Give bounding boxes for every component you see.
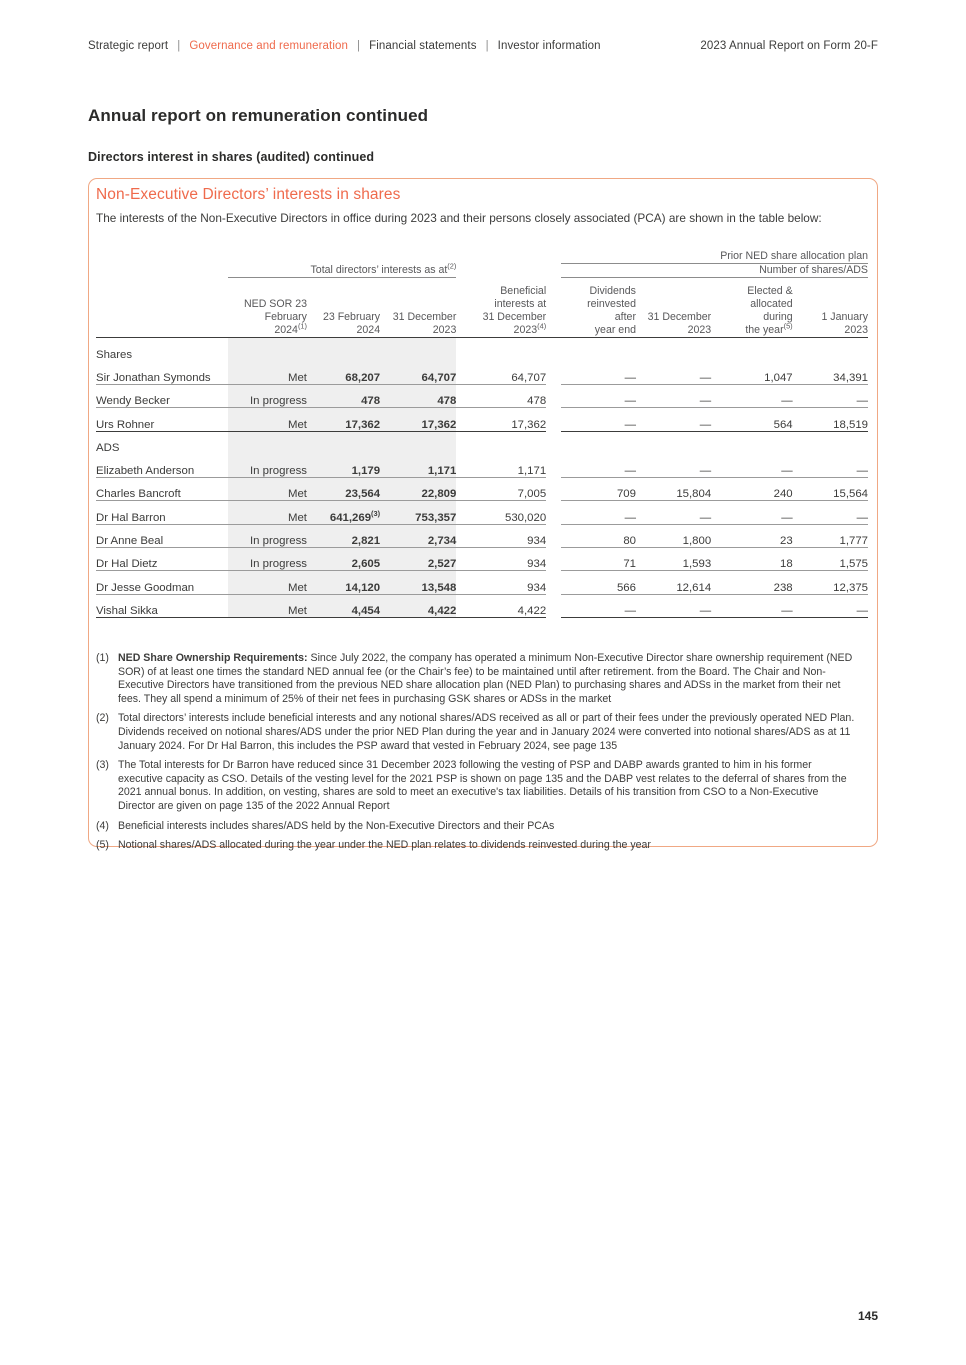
running-header xyxy=(88,40,878,52)
cell-ned-sor: Met xyxy=(228,501,307,524)
footnote-ref-2: (2) xyxy=(447,261,457,271)
footnote-marker: (4) xyxy=(96,819,109,832)
cell-elected-allocated: — xyxy=(711,454,792,477)
table-row[interactable] xyxy=(96,524,868,547)
cell-elected-allocated: 1,047 xyxy=(711,361,792,384)
table-row[interactable] xyxy=(96,501,868,524)
cell-31-december-2023: 2,734 xyxy=(380,524,456,547)
cell-beneficial-interests: 7,005 xyxy=(456,478,546,501)
cell-prior-31-december-2023: — xyxy=(636,454,711,477)
section-heading-row xyxy=(96,431,868,454)
section-subtitle: Directors interest in shares (audited) continued xyxy=(88,150,375,164)
cell-dividends-reinvested: — xyxy=(561,384,636,407)
cell-ned-sor: In progress xyxy=(228,384,307,407)
table-row[interactable] xyxy=(96,454,868,477)
cell-23-february-2024: 1,179 xyxy=(307,454,380,477)
cell-ned-sor: In progress xyxy=(228,547,307,570)
footnote-text: The Total interests for Dr Barron have reduced since 31 December 2023 following the vesting of PSP and DABP awards granted to him in his former executive capacity as CSO. Details of the vesting level for the 2021 PSP is shown on page 135 and the DABP vest relates to the deferral of shares from the 2021 annual bonus. In addition, on vesting, shares are sold to meet an executive's tax liabilities. Details of his transition from CSO to a Non-Executive Director are given on page 135 of the 2022 Annual Report xyxy=(118,759,847,812)
col-header-1-january-2023: 1 January 2023 xyxy=(821,310,868,337)
row-director-name: Wendy Becker xyxy=(96,384,228,407)
breadcrumb-strategic-report[interactable]: Strategic report xyxy=(88,40,169,52)
col-header-dividends-reinvested: Dividends reinvested after year end xyxy=(587,284,636,337)
page-title: Annual report on remuneration continued xyxy=(88,106,429,125)
cell-ned-sor: Met xyxy=(228,571,307,594)
footnote-ref-4: (4) xyxy=(537,321,547,331)
row-director-name: Sir Jonathan Symonds xyxy=(96,361,228,384)
cell-31-december-2023: 1,171 xyxy=(380,454,456,477)
col-header-31-december-2023: 31 December 2023 xyxy=(392,310,457,337)
cell-dividends-reinvested: — xyxy=(561,594,636,617)
row-director-name: Dr Anne Beal xyxy=(96,524,228,547)
group-header-row-2 xyxy=(96,264,868,278)
cell-ned-sor: Met xyxy=(228,594,307,617)
breadcrumb-separator: | xyxy=(485,40,489,52)
row-director-name: Charles Bancroft xyxy=(96,478,228,501)
cell-23-february-2024: 641,269$^{(3)}$ xyxy=(307,501,380,524)
cell-beneficial-interests: 934 xyxy=(456,547,546,570)
cell-dividends-reinvested: — xyxy=(561,454,636,477)
cell-1-january-2023: 34,391 xyxy=(793,361,868,384)
header-spacer xyxy=(96,278,868,285)
cell-beneficial-interests: 4,422 xyxy=(456,594,546,617)
cell-beneficial-interests: 64,707 xyxy=(456,361,546,384)
group-header-row-1 xyxy=(96,250,868,264)
cell-23-february-2024: 23,564 xyxy=(307,478,380,501)
col-header-beneficial-interests: Beneficial interests at 31 December 2023$^{(4)}$ xyxy=(482,284,547,337)
cell-dividends-reinvested: — xyxy=(561,501,636,524)
col-header-ned-sor: NED SOR 23 February 2024$^{(1)}$ xyxy=(243,297,307,337)
cell-ned-sor: Met xyxy=(228,478,307,501)
group-header-prior-ned: Prior NED share allocation plan xyxy=(561,250,868,264)
footnote-text: Beneficial interests includes shares/ADS held by the Non-Executive Directors and their PCAs xyxy=(118,819,555,832)
footnote-2 xyxy=(96,712,858,753)
column-header-row xyxy=(96,285,868,338)
cell-31-december-2023: 64,707 xyxy=(380,361,456,384)
footnote-marker: (5) xyxy=(96,839,109,852)
row-director-name: Elizabeth Anderson xyxy=(96,454,228,477)
table-row[interactable] xyxy=(96,361,868,384)
group-header-number-shares-ads: Number of shares/ADS xyxy=(561,264,868,278)
cell-beneficial-interests: 17,362 xyxy=(456,408,546,431)
cell-dividends-reinvested: 566 xyxy=(561,571,636,594)
cell-elected-allocated: 23 xyxy=(711,524,792,547)
cell-23-february-2024: 2,605 xyxy=(307,547,380,570)
cell-1-january-2023: 1,777 xyxy=(793,524,868,547)
footnote-text: NED Share Ownership Requirements: Since July 2022, the company has operated a minimum Non-Executive Director share ownership requirement (NED SOR) of at least one times the standard NED annual fee (or the Chair’s fee) to be maintained until after retirement. from the Board. The Chair and Non-Executive Directors have transitioned from the previous NED share allocation plan (NED Plan) to purchasing shares and ADSs in the market from their net fees. They all spend a minimum of 25% of their net fees in purchasing GSK shares or ADSs in the market xyxy=(118,652,853,705)
cell-prior-31-december-2023: 12,614 xyxy=(636,571,711,594)
panel-title: Non-Executive Directors’ interests in shares xyxy=(96,186,401,203)
row-director-name: Urs Rohner xyxy=(96,408,228,431)
page-number: 145 xyxy=(857,1309,878,1323)
cell-ned-sor: Met xyxy=(228,361,307,384)
cell-1-january-2023: 1,575 xyxy=(793,547,868,570)
cell-dividends-reinvested: — xyxy=(561,361,636,384)
cell-23-february-2024: 68,207 xyxy=(307,361,380,384)
row-director-name: Dr Jesse Goodman xyxy=(96,571,228,594)
group-header-total-directors: Total directors’ interests as $at^{(2)}$ xyxy=(228,264,457,278)
cell-dividends-reinvested: 80 xyxy=(561,524,636,547)
section-heading-row xyxy=(96,338,868,361)
row-director-name: Dr Hal Dietz xyxy=(96,547,228,570)
footnote-3 xyxy=(96,759,858,813)
cell-31-december-2023: 2,527 xyxy=(380,547,456,570)
col-header-elected-allocated: Elected & allocated during the year$^{(5)}$ xyxy=(745,284,793,337)
cell-23-february-2024: 4,454 xyxy=(307,594,380,617)
cell-1-january-2023: 18,519 xyxy=(793,408,868,431)
footnote-marker: (3) xyxy=(96,759,109,772)
cell-dividends-reinvested: 71 xyxy=(561,547,636,570)
cell-beneficial-interests: 478 xyxy=(456,384,546,407)
cell-31-december-2023: 17,362 xyxy=(380,408,456,431)
cell-dividends-reinvested: — xyxy=(561,408,636,431)
breadcrumb-governance-and-remuneration[interactable]: Governance and remuneration xyxy=(189,40,348,52)
cell-23-february-2024: 14,120 xyxy=(307,571,380,594)
col-header-name xyxy=(96,285,228,338)
table-row[interactable] xyxy=(96,384,868,407)
table-row[interactable] xyxy=(96,547,868,570)
cell-23-february-2024: 2,821 xyxy=(307,524,380,547)
cell-elected-allocated: — xyxy=(711,384,792,407)
cell-31-december-2023: 753,357 xyxy=(380,501,456,524)
cell-prior-31-december-2023: — xyxy=(636,408,711,431)
breadcrumb-financial-statements[interactable]: Financial statements xyxy=(369,40,477,52)
cell-prior-31-december-2023: 15,804 xyxy=(636,478,711,501)
cell-1-january-2023: — xyxy=(793,384,868,407)
panel-intro: The interests of the Non-Executive Directors in office during 2023 and their persons closely associated (PCA) are shown in the table below: xyxy=(96,211,822,225)
table-body xyxy=(96,338,868,618)
breadcrumb-investor-information[interactable]: Investor information xyxy=(497,40,601,52)
table-row[interactable] xyxy=(96,594,868,617)
row-director-name: Vishal Sikka xyxy=(96,594,228,617)
cell-31-december-2023: 478 xyxy=(380,384,456,407)
cell-prior-31-december-2023: — xyxy=(636,501,711,524)
cell-beneficial-interests: 530,020 xyxy=(456,501,546,524)
report-title: 2023 Annual Report on Form 20-F xyxy=(700,40,878,52)
section-heading: ADS xyxy=(96,442,120,455)
table-row[interactable] xyxy=(96,478,868,501)
cell-elected-allocated: 18 xyxy=(711,547,792,570)
cell-beneficial-interests: 1,171 xyxy=(456,454,546,477)
cell-elected-allocated: — xyxy=(711,594,792,617)
cell-1-january-2023: 15,564 xyxy=(793,478,868,501)
footnote-text: Notional shares/ADS allocated during the year under the NED plan relates to dividends reinvested during the year xyxy=(118,839,651,852)
cell-1-january-2023: — xyxy=(793,594,868,617)
footnote-ref-5: (5) xyxy=(783,321,793,331)
cell-1-january-2023: — xyxy=(793,501,868,524)
cell-prior-31-december-2023: 1,800 xyxy=(636,524,711,547)
cell-ned-sor: In progress xyxy=(228,524,307,547)
cell-elected-allocated: 238 xyxy=(711,571,792,594)
col-header-prior-31-december-2023: 31 December 2023 xyxy=(647,310,712,337)
cell-elected-allocated: 564 xyxy=(711,408,792,431)
footnote-1 xyxy=(96,652,858,706)
footnote-marker: (2) xyxy=(96,712,109,725)
cell-dividends-reinvested: 709 xyxy=(561,478,636,501)
breadcrumb-separator: | xyxy=(177,40,181,52)
cell-23-february-2024: 17,362 xyxy=(307,408,380,431)
cell-prior-31-december-2023: — xyxy=(636,594,711,617)
cell-ned-sor: Met xyxy=(228,408,307,431)
footnote-marker: (1) xyxy=(96,652,109,664)
ned-interests-table xyxy=(96,250,868,618)
cell-beneficial-interests: 934 xyxy=(456,571,546,594)
cell-31-december-2023: 4,422 xyxy=(380,594,456,617)
row-director-name: Dr Hal Barron xyxy=(96,501,228,524)
table-row[interactable] xyxy=(96,408,868,431)
cell-ned-sor: In progress xyxy=(228,454,307,477)
cell-elected-allocated: 240 xyxy=(711,478,792,501)
breadcrumb-separator: | xyxy=(357,40,361,52)
footnotes-list xyxy=(96,652,858,859)
cell-1-january-2023: — xyxy=(793,454,868,477)
cell-prior-31-december-2023: — xyxy=(636,361,711,384)
footnote-5 xyxy=(96,839,858,853)
table-row[interactable] xyxy=(96,571,868,594)
cell-1-january-2023: 12,375 xyxy=(793,571,868,594)
footnote-4 xyxy=(96,820,858,834)
cell-prior-31-december-2023: — xyxy=(636,384,711,407)
cell-elected-allocated: — xyxy=(711,501,792,524)
section-heading: Shares xyxy=(96,349,133,362)
footnote-text: Total directors’ interests include beneficial interests and any notional shares/ADS received as all or part of their fees under the previously operated NED Plan. Dividends received on notional shares/ADS under the prior NED Plan during the year and in January 2024 were converted into notional shares/ADS as at 11 January 2024. For Dr Hal Barron, this includes the PSP award that vested in February 2024, see page 135 xyxy=(118,712,855,752)
cell-31-december-2023: 13,548 xyxy=(380,571,456,594)
footnote-ref-1: (1) xyxy=(297,321,307,331)
cell-prior-31-december-2023: 1,593 xyxy=(636,547,711,570)
cell-23-february-2024: 478 xyxy=(307,384,380,407)
cell-31-december-2023: 22,809 xyxy=(380,478,456,501)
ned-interests-table-wrap xyxy=(96,250,868,618)
col-header-23-february-2024: 23 February 2024 xyxy=(322,310,381,337)
cell-beneficial-interests: 934 xyxy=(456,524,546,547)
